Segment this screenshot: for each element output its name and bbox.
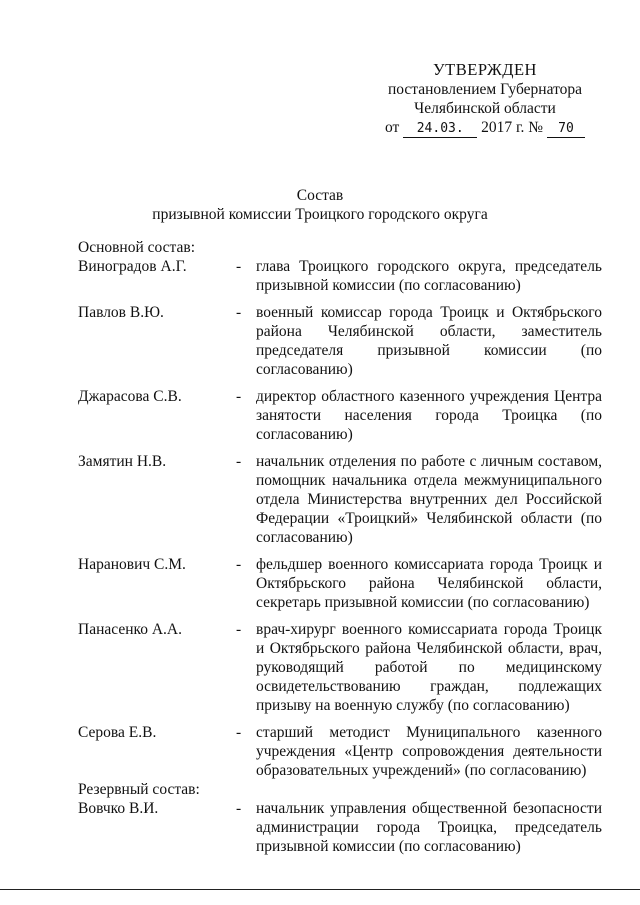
member-position: военный комиссар города Троицк и Октябрьского района Челябинской области, заместитель председателя призывной комиссии (по согласованию) bbox=[256, 304, 602, 378]
member-name: Виноградов А.Г. bbox=[78, 258, 187, 275]
member-row bbox=[78, 257, 602, 295]
member-row bbox=[78, 303, 602, 379]
page-bottom-rule bbox=[0, 889, 640, 890]
member-position: начальник отделения по работе с личным составом, помощник начальника отдела межмуниципального отдела Министерства внутренних дел Российской Федерации «Троицкий» Челябинской области (по согласованию) bbox=[256, 453, 602, 546]
members-list bbox=[78, 238, 602, 856]
member-position: директор областного казенного учреждения Центра занятости населения города Троицка (по согласованию) bbox=[256, 388, 602, 443]
approval-line-1: постановлением Губернатора bbox=[387, 81, 583, 98]
date-prefix: от bbox=[385, 119, 400, 136]
member-dash: - bbox=[236, 388, 242, 405]
member-name: Панасенко А.А. bbox=[78, 621, 182, 638]
member-position: старший методист Муниципального казенного учреждения «Центр сопровождения деятельности образовательных учреждений» (по согласованию) bbox=[256, 724, 602, 779]
member-dash: - bbox=[236, 453, 242, 470]
approval-stamp bbox=[380, 60, 590, 138]
approval-date-line bbox=[380, 118, 590, 138]
main-section-label: Основной состав: bbox=[78, 239, 196, 256]
document-title-line-2: призывной комиссии Троицкого городского округа bbox=[152, 206, 488, 223]
member-row bbox=[78, 723, 602, 780]
member-row bbox=[78, 799, 602, 856]
member-dash: - bbox=[236, 724, 242, 741]
approval-title: УТВЕРЖДЕН bbox=[433, 60, 537, 79]
document-title bbox=[0, 186, 640, 224]
member-position: начальник управления общественной безопасности администрации города Троицка, председатель призывной комиссии (по согласованию) bbox=[256, 800, 602, 855]
member-name: Джарасова С.В. bbox=[78, 388, 182, 405]
year-number-label: 2017 г. № bbox=[481, 119, 544, 136]
handwritten-date: 24.03. bbox=[403, 121, 477, 138]
member-position: фельдшер военного комиссариата города Троицк и Октябрьского района Челябинской области, секретарь призывной комиссии (по согласованию) bbox=[256, 556, 602, 611]
member-name: Серова Е.В. bbox=[78, 724, 157, 741]
member-row bbox=[78, 555, 602, 612]
member-name: Замятин Н.В. bbox=[78, 453, 167, 470]
reserve-section-label: Резервный состав: bbox=[78, 781, 200, 798]
member-row bbox=[78, 620, 602, 715]
member-dash: - bbox=[236, 304, 242, 321]
member-name: Павлов В.Ю. bbox=[78, 304, 164, 321]
document-title-line-1: Состав bbox=[296, 187, 344, 204]
member-dash: - bbox=[236, 800, 242, 817]
member-name: Наранович С.М. bbox=[78, 556, 186, 573]
member-dash: - bbox=[236, 556, 242, 573]
member-dash: - bbox=[236, 258, 242, 275]
member-row bbox=[78, 387, 602, 444]
member-position: глава Троицкого городского округа, председатель призывной комиссии (по согласованию) bbox=[256, 258, 602, 294]
member-row bbox=[78, 452, 602, 547]
member-name: Вовчко В.И. bbox=[78, 800, 159, 817]
handwritten-number: 70 bbox=[547, 121, 585, 138]
approval-line-2: Челябинской области bbox=[414, 100, 556, 117]
member-position: врач-хирург военного комиссариата города Троицк и Октябрьского района Челябинской области, врач, руководящий работой по медицинскому освидетельствованию граждан, подлежащих призыву на военную службу (по согласованию) bbox=[256, 621, 602, 714]
member-dash: - bbox=[236, 621, 242, 638]
